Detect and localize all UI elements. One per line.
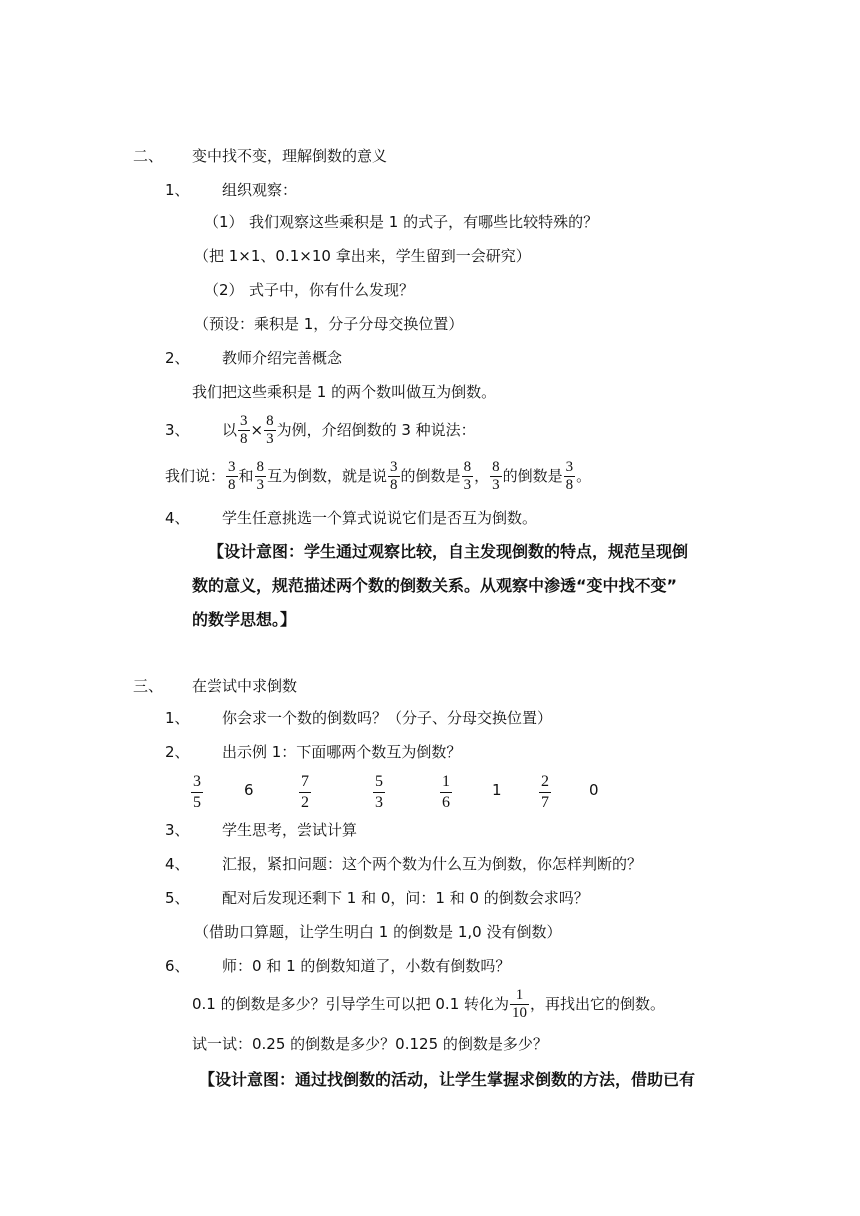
sub-item-text: 式子中，你有什么发现？ — [249, 281, 415, 299]
sub-item-number: （2） — [204, 281, 244, 299]
decimal-line: 0.1 的倒数是多少？引导学生可以把 0.1 转化为 $\frac{1}{10}$ ，再找出它的倒数。 — [192, 987, 666, 1021]
design-intent-line: 的数学思想。】 — [192, 610, 297, 629]
sub-item-number: （1） — [204, 213, 244, 231]
item-number: 2、 — [165, 349, 190, 367]
item-number: 3、 — [165, 821, 190, 839]
number-fraction: $\frac{7}{2}$ — [301, 773, 309, 811]
item-number: 1、 — [165, 709, 190, 727]
item-text: 你会求一个数的倒数吗？（分子、分母交换位置） — [222, 709, 553, 727]
item-text: 师：0 和 1 的倒数知道了，小数有倒数吗？ — [222, 957, 511, 975]
item-text: 配对后发现还剩下 1 和 0，问：1 和 0 的倒数会求吗？ — [222, 889, 589, 907]
fraction: $\frac{8}{3}$ — [463, 459, 472, 493]
number-fraction: $\frac{1}{6}$ — [442, 773, 450, 811]
section-3-number: 三、 — [133, 677, 164, 695]
item-text: 出示例 1：下面哪两个数互为倒数？ — [222, 743, 462, 761]
fraction: $\frac{8}{3}$ — [256, 459, 265, 493]
section-2-number: 二、 — [133, 147, 164, 165]
item-text: 汇报，紧扣问题：这个两个数为什么互为倒数，你怎样判断的？ — [222, 855, 643, 873]
note-text: （把 1×1、0.1×10 拿出来，学生留到一会研究） — [194, 247, 531, 265]
section-2-title: 变中找不变，理解倒数的意义 — [192, 147, 388, 165]
note-text: （预设：乘积是 1，分子分母交换位置） — [194, 315, 464, 333]
item-text: 组织观察： — [222, 181, 298, 199]
number-fraction: $\frac{3}{5}$ — [193, 773, 201, 811]
item-text: 学生思考，尝试计算 — [222, 821, 358, 839]
number-fraction: $\frac{5}{3}$ — [375, 773, 383, 811]
text: 为例，介绍倒数的 3 种说法： — [276, 421, 476, 439]
item-number: 4、 — [165, 509, 190, 527]
item-number: 3、 — [165, 421, 190, 439]
fraction: $\frac{3}{8}$ — [390, 459, 398, 493]
sub-item-text: 我们观察这些乘积是 1 的式子，有哪些比较特殊的？ — [249, 213, 599, 231]
times-sign: × — [250, 421, 264, 439]
item-text: 学生任意挑选一个算式说说它们是否互为倒数。 — [222, 509, 538, 527]
fraction: $\frac{3}{8}$ — [565, 459, 574, 493]
item-number: 4、 — [165, 855, 190, 873]
sayings-line: 我们说： $\frac{3}{8}$ 和 $\frac{8}{3}$ 互为倒数，就是说 $\frac{3}{8}$ 的倒数是 $\frac{8}{3}$ ， $\frac{8}{3}$ 的倒数是 $\frac{3}{8}$ 。 — [165, 459, 592, 493]
item-number: 5、 — [165, 889, 190, 907]
fraction: $\frac{8}{3}$ — [266, 413, 274, 447]
fraction: $\frac{3}{8}$ — [228, 459, 236, 493]
number-fraction: $\frac{2}{7}$ — [541, 773, 549, 811]
design-intent-line: 【设计意图：通过找倒数的活动，让学生掌握求倒数的方法，借助已有 — [199, 1070, 696, 1089]
number-integer: 1 — [492, 781, 502, 799]
item-number: 6、 — [165, 957, 190, 975]
fraction: $\frac{8}{3}$ — [492, 459, 500, 493]
note-text: （借助口算题，让学生明白 1 的倒数是 1,0 没有倒数） — [194, 923, 562, 941]
design-intent-line: 【设计意图：学生通过观察比较，自主发现倒数的特点，规范呈现倒 — [208, 542, 689, 561]
design-intent-line: 数的意义，规范描述两个数的倒数关系。从观察中渗透“变中找不变” — [192, 576, 678, 595]
item-number: 2、 — [165, 743, 190, 761]
fraction: $\frac{1}{10}$ — [512, 987, 528, 1021]
try-it-line: 试一试：0.25 的倒数是多少？0.125 的倒数是多少？ — [192, 1035, 548, 1053]
fraction: $\frac{3}{8}$ — [240, 413, 248, 447]
item-number: 1、 — [165, 181, 190, 199]
text: 以 — [222, 421, 238, 439]
section-3-title: 在尝试中求倒数 — [192, 677, 298, 695]
number-integer: 0 — [589, 781, 599, 799]
item-3-expression — [222, 410, 476, 450]
number-integer: 6 — [244, 781, 254, 799]
item-text: 教师介绍完善概念 — [222, 349, 343, 367]
definition-text: 我们把这些乘积是 1 的两个数叫做互为倒数。 — [192, 383, 497, 401]
